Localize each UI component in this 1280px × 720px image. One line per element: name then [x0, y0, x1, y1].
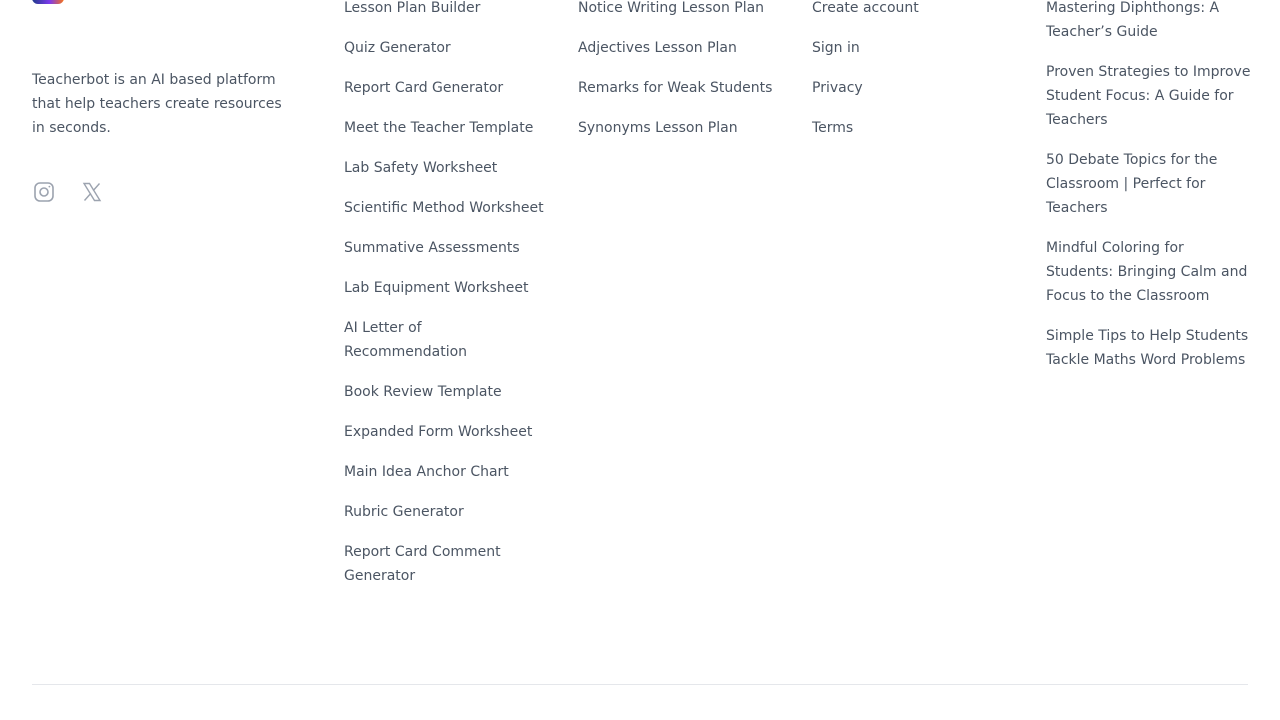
list-item: [578, 76, 783, 100]
list-item: [344, 196, 549, 220]
list-item: [812, 36, 1017, 60]
footer-link-tool[interactable]: Report Card Comment Generator: [344, 544, 501, 584]
footer-link-blog[interactable]: Mindful Coloring for Students: Bringing Calm and Focus to the Classroom: [1046, 240, 1248, 304]
footer-link-tool[interactable]: Report Card Generator: [344, 80, 504, 96]
list-item: [344, 540, 549, 588]
footer-column-tools: [344, 0, 549, 604]
x-link[interactable]: [80, 180, 104, 204]
list-item: [1046, 60, 1251, 132]
list-item: [344, 236, 549, 260]
footer-link-lesson[interactable]: Notice Writing Lesson Plan: [578, 0, 765, 16]
list-item: [344, 460, 549, 484]
list-item: [344, 0, 549, 20]
list-item: [578, 0, 783, 20]
footer-link-blog[interactable]: Simple Tips to Help Students Tackle Maths Word Problems: [1046, 328, 1249, 368]
footer-link-tool[interactable]: Quiz Generator: [344, 40, 451, 56]
footer-link-blog[interactable]: Mastering Diphthongs: A Teacher’s Guide: [1046, 0, 1220, 40]
list-item: [344, 156, 549, 180]
footer-link-blog[interactable]: 50 Debate Topics for the Classroom | Perfect for Teachers: [1046, 152, 1218, 216]
list-item: [812, 116, 1017, 140]
footer-column-company: [812, 0, 1017, 156]
footer-column-blog: [1046, 0, 1251, 388]
footer-link-tool[interactable]: Summative Assessments: [344, 240, 520, 256]
footer-link-tool[interactable]: Lab Safety Worksheet: [344, 160, 498, 176]
list-item: [1046, 324, 1251, 372]
footer-column-lessons: [578, 0, 783, 156]
list-item: [344, 500, 549, 524]
footer-link-lesson[interactable]: Remarks for Weak Students: [578, 80, 773, 96]
footer-link-tool[interactable]: AI Letter of Recommendation: [344, 320, 468, 360]
footer-link-tool[interactable]: Lab Equipment Worksheet: [344, 280, 529, 296]
footer-link-tool[interactable]: Book Review Template: [344, 384, 502, 400]
list-item: [812, 0, 1017, 20]
footer-link-blog[interactable]: Proven Strategies to Improve Student Focus: A Guide for Teachers: [1046, 64, 1251, 128]
instagram-icon: [32, 180, 56, 204]
list-item: [578, 116, 783, 140]
footer-link-lesson[interactable]: Adjectives Lesson Plan: [578, 40, 737, 56]
list-item: [344, 316, 549, 364]
social-links: [32, 180, 104, 204]
list-item: [1046, 0, 1251, 44]
brand-description: Teacherbot is an AI based platform that help teachers create resources in seconds.: [32, 72, 282, 136]
footer-link-tool[interactable]: Rubric Generator: [344, 504, 464, 520]
footer-divider: [32, 684, 1248, 685]
footer-link-tool[interactable]: Scientific Method Worksheet: [344, 200, 544, 216]
teacherbot-logo[interactable]: [32, 0, 64, 4]
list-item: [344, 36, 549, 60]
list-item: [344, 116, 549, 140]
instagram-link[interactable]: [32, 180, 56, 204]
x-icon: [80, 180, 104, 204]
footer-link-tool[interactable]: Meet the Teacher Template: [344, 120, 534, 136]
footer-link-company[interactable]: Sign in: [812, 40, 860, 56]
list-item: [1046, 148, 1251, 220]
footer-link-company[interactable]: Terms: [812, 120, 854, 136]
footer-link-tool[interactable]: Main Idea Anchor Chart: [344, 464, 509, 480]
footer-link-lesson[interactable]: Synonyms Lesson Plan: [578, 120, 738, 136]
footer-link-tool[interactable]: Expanded Form Worksheet: [344, 424, 533, 440]
list-item: [812, 76, 1017, 100]
list-item: [344, 380, 549, 404]
list-item: [344, 76, 549, 100]
footer-link-company[interactable]: Create account: [812, 0, 919, 16]
footer-link-company[interactable]: Privacy: [812, 80, 863, 96]
list-item: [1046, 236, 1251, 308]
footer-link-tool[interactable]: Lesson Plan Builder: [344, 0, 481, 16]
list-item: [344, 276, 549, 300]
list-item: [578, 36, 783, 60]
list-item: [344, 420, 549, 444]
